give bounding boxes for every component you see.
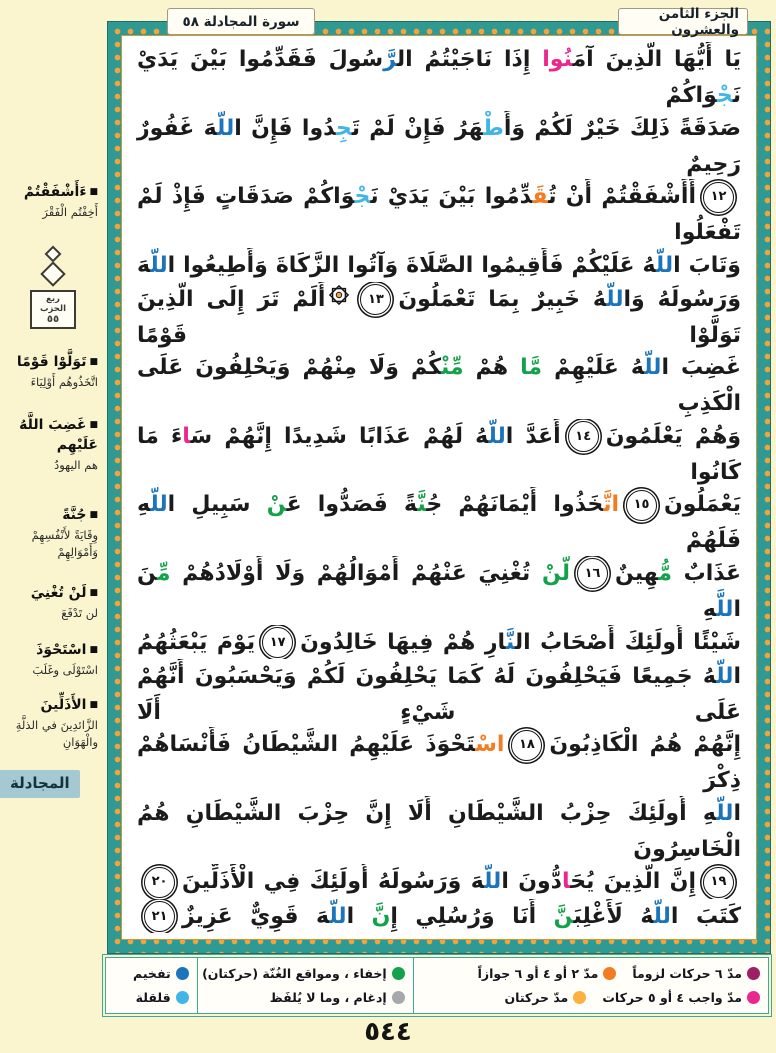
margin-note-term: ■تَوَلَّوْا قَوْمًا <box>16 354 98 370</box>
quran-text-segment: للَّ <box>150 492 168 518</box>
ayah-end-marker: ١٩ <box>703 867 734 898</box>
quran-text-segment: ةً فَصَدُّوا عَ <box>286 492 418 518</box>
legend-item <box>133 966 189 981</box>
quran-text-segment: عَذَابٌ <box>671 560 741 586</box>
ayah-end-marker: ١٦ <box>577 558 608 589</box>
ayah-end-marker: ١٢ <box>703 182 734 213</box>
margin-note <box>2 505 98 561</box>
quran-text-segment: إِنَّهُمْ هُمُ الْكَاذِبُونَ <box>549 732 741 758</box>
quran-text-segment: أَلَمْ تَرَ إِلَى الَّذِينَ تَوَلَّوْا قَوْمًا <box>137 286 741 348</box>
quran-line <box>135 179 743 248</box>
margin-note <box>2 695 98 751</box>
legend-section <box>198 958 414 1013</box>
quran-text-segment: ا <box>182 423 191 449</box>
margin-note-term: ■جُنَّةً <box>62 507 98 523</box>
quran-line <box>135 659 743 728</box>
page-number: ٥٤٤ <box>364 1017 412 1047</box>
quran-text-segment: إِنَّ حِزْبَ الشَّيْطَانِ هُمُ الْخَاسِرُونَ <box>137 800 741 862</box>
hizb-number: ٥٥ <box>46 314 60 325</box>
margin-note <box>2 415 98 474</box>
quran-text-segment: كُمْ وَلَا مِنْهُمْ وَيَحْلِفُونَ عَلَى الْكَذِبِ <box>137 355 741 417</box>
quran-line <box>135 248 743 282</box>
quran-text-segment: سُولَ فَقَدِّمُوا بَيْنَ يَدَيْ نَ <box>137 47 741 108</box>
legend-item <box>270 990 405 1005</box>
quran-text-segment: إِنَّ الَّذِينَ يُحَ <box>570 869 696 895</box>
surah-header-label: سورة المجادلة ٥٨ <box>182 13 300 30</box>
square-bullet-icon: ■ <box>89 420 98 430</box>
square-bullet-icon: ■ <box>89 588 98 598</box>
legend-label: إدغام ، وما لا يُلفَظ <box>269 989 387 1005</box>
quran-text-segment: هُ عَلَيْكُمْ فَأَقِيمُوا الصَّلَاةَ وَآتُوا الزَّكَاةَ وَأَطِيعُوا ا <box>167 252 656 278</box>
ayah-end-marker: ٢١ <box>144 901 175 932</box>
juz-header-cartouche <box>618 5 748 38</box>
quran-text-segment: دِّمُوا بَيْنَ يَدَيْ نَ <box>370 184 533 210</box>
quran-text-area <box>121 35 757 940</box>
quran-text-segment: للَّ <box>653 903 671 929</box>
legend-color-dot-icon <box>747 991 760 1004</box>
quran-text-segment: أَوْلَادُهُمْ <box>170 560 276 586</box>
quran-text-segment: سَبِيلِ ا <box>167 492 267 518</box>
quran-text-segment: نْ <box>266 492 287 518</box>
margin-note-meaning: اتَّخَذُوهُم أَوْلِيَاءَ <box>30 375 98 389</box>
quran-text-segment: ا <box>346 903 372 929</box>
margin-note-term: ■اسْتَحْوَذَ <box>36 642 98 658</box>
margin-notes-column <box>0 0 104 1053</box>
legend-item <box>478 966 617 981</box>
quran-text-segment: للَّ <box>644 355 662 381</box>
quran-text-segment: كَتَبَ ا <box>670 903 742 929</box>
square-bullet-icon: ■ <box>89 700 98 710</box>
quran-text-segment: نَّ <box>417 492 427 518</box>
margin-note-term: ■الأَذَلِّينَ <box>40 697 98 713</box>
quran-line <box>135 42 743 111</box>
quran-text-segment: قَ <box>532 184 549 210</box>
quran-text-segment: اتَّ <box>603 492 620 518</box>
quran-text-segment: هَ غَفُورٌ رَحِيمٌ <box>137 115 741 177</box>
quran-text-segment: ا <box>733 663 741 689</box>
legend-item <box>202 966 405 981</box>
quran-text-segment: هُمْ <box>463 355 521 381</box>
quran-text-segment: مَّا <box>520 355 543 381</box>
quran-text-segment: للَّ <box>217 115 235 141</box>
hizb-quarter-label: ربع الحزب <box>39 294 67 314</box>
quran-text-segment: نُوا <box>542 47 573 72</box>
quran-text-segment: هُ خَبِيرٌ بِمَا تَعْمَلُونَ <box>398 286 607 312</box>
rub-el-hizb-icon <box>328 282 350 318</box>
quran-text-segment: هِ أُولَئِكَ حِزْبُ الشَّيْطَانِ أَلَ <box>407 800 717 826</box>
quran-text-segment: وَاكُمْ <box>665 83 717 108</box>
quran-text-segment: للَّ <box>488 423 506 449</box>
legend-color-dot-icon <box>176 991 189 1004</box>
quran-text-segment: للَّ <box>150 252 168 278</box>
quran-line <box>135 727 743 796</box>
legend-row <box>422 990 760 1005</box>
quran-text-segment: للَّ <box>606 286 624 312</box>
ornamental-frame <box>108 22 770 953</box>
margin-note <box>2 583 98 622</box>
quran-text-segment: خَذُوا أَيْمَانَهُمْ جُ <box>426 492 604 518</box>
margin-note-term: ■غَضِبَ اللَّهُ عَلَيْهِم <box>19 417 98 453</box>
legend-item <box>632 966 760 981</box>
quran-text-segment: ا <box>561 869 571 895</box>
quran-text-segment: دُّونَ ا <box>501 869 562 895</box>
quran-text-segment: يَوْمَ يَبْعَثُهُمُ <box>137 629 256 655</box>
legend-color-dot-icon <box>573 991 586 1004</box>
hizb-quarter-ornament <box>30 248 76 329</box>
quran-text-segment: لَّنْ <box>541 560 571 586</box>
quran-text-segment: وَهُمْ يَعْلَمُونَ <box>605 423 741 449</box>
quran-text-segment: تَحْوَذَ عَلَيْهِمُ الشَّيْطَانُ فَأَنْسَاهُمْ ذِكْرَ <box>137 732 741 794</box>
ayah-end-marker: ٢٠ <box>144 867 175 898</box>
margin-note-meaning: لن تَدْفَعَ <box>61 606 98 620</box>
square-bullet-icon: ■ <box>89 187 98 197</box>
legend-row <box>202 966 405 982</box>
legend-item <box>504 990 586 1005</box>
quran-text-segment: نَ ا <box>137 560 741 622</box>
ayah-end-marker: ١٤ <box>568 421 599 452</box>
quran-text-segment: وَاكُمْ صَدَقَاتٍ فَإِذْ لَمْ تَفْعَلُوا <box>137 184 741 246</box>
ornament-diamond-icon <box>45 246 62 263</box>
quran-text-segment: جِ <box>335 115 352 141</box>
quran-text-segment: يَا أَيُّهَا الَّذِينَ آمَ <box>572 47 741 72</box>
legend-section <box>414 958 768 1013</box>
legend-label: مدّ ٢ أو ٤ أو ٦ جوازاً <box>477 966 599 982</box>
surah-tab: المجادلة <box>0 770 80 798</box>
legend-label: قلقلة <box>135 989 171 1005</box>
quran-line <box>135 487 743 556</box>
square-bullet-icon: ■ <box>89 510 98 520</box>
margin-note <box>2 352 98 391</box>
juz-header-label: الجزء الثامن والعشرون <box>658 5 739 38</box>
ayah-end-marker: ١٧ <box>262 627 293 658</box>
quran-line <box>135 419 743 488</box>
margin-note-meaning: اسْتَوْلَى وغَلَبَ <box>32 663 98 677</box>
quran-text-segment: جْ <box>354 184 371 210</box>
quran-text-segment: رَّ <box>383 47 397 72</box>
legend-row <box>422 966 760 981</box>
margin-note <box>2 182 98 221</box>
quran-text-segment: دُوا فَإِنَّ ا <box>234 115 336 141</box>
quran-text-segment: جْ <box>716 83 733 108</box>
quran-line <box>135 556 743 625</box>
quran-text-segment: وَرَسُولَهُ وَا <box>623 286 742 312</box>
legend-color-dot-icon <box>392 967 405 980</box>
quran-text-segment: مُّ <box>658 560 672 586</box>
square-bullet-icon: ■ <box>89 357 98 367</box>
quran-text-segment: مِّنْ <box>441 355 464 381</box>
margin-note-meaning: الزَّائدِينَ في الذلَّةِ والْهَوَانِ <box>15 718 98 749</box>
quran-text-segment: صَدَقَةً ذَلِكَ خَيْرٌ لَكُمْ وَأَ <box>503 115 741 141</box>
quran-text-segment: للَّ <box>329 903 347 929</box>
quran-text-segment: يَعْمَلُونَ <box>664 492 741 518</box>
quran-text-segment: هِ فَلَهُمْ <box>137 492 741 554</box>
quran-text-segment: هَ <box>137 252 151 278</box>
quran-text-segment: هِ <box>702 596 717 622</box>
legend-row <box>114 990 189 1005</box>
quran-text-segment: للَّ <box>716 596 734 622</box>
tajweed-legend <box>105 957 769 1014</box>
quran-text-segment: للَّ <box>716 800 734 826</box>
legend-item <box>602 990 760 1005</box>
quran-text-segment: أَنَا وَرُسُلِي إِ <box>390 903 554 929</box>
square-bullet-icon: ■ <box>89 645 98 655</box>
legend-label: مدّ حركتان <box>504 989 569 1005</box>
legend-row <box>206 990 405 1005</box>
quran-line <box>135 899 743 933</box>
quran-text-segment: للَّ <box>655 252 674 278</box>
quran-text-segment: هُ جَمِيعًا فَيَحْلِفُونَ لَهُ كَمَا يَحْلِفُونَ لَكُمْ وَيَحْسَبُونَ أَنَّهُمْ عَلَى شَيْءٍ أَلَ <box>137 663 741 725</box>
quran-text-segment: شَيْئًا أُولَئِكَ أَصْحَابُ ال <box>514 629 741 655</box>
quran-text-segment: أَعَدَّ ا <box>505 423 561 449</box>
quran-text-segment: ا <box>733 800 741 826</box>
quran-text-segment: ءَ مَا كَانُوا <box>137 423 741 485</box>
ornament-diamond-icon <box>40 261 65 286</box>
quran-text-segment: طْ <box>483 115 504 141</box>
quran-line <box>135 864 743 898</box>
legend-label: مدّ واجب ٤ أو ٥ حركات <box>602 989 742 1005</box>
hizb-quarter-box <box>30 290 76 329</box>
legend-item <box>136 990 189 1005</box>
legend-section <box>106 958 198 1013</box>
quran-text-segment: نَّ <box>553 903 574 929</box>
margin-note <box>2 640 98 679</box>
margin-note-meaning: أَخِفْتُم الْفَقْرَ <box>42 205 98 219</box>
legend-row <box>114 966 189 981</box>
quran-text-segment: مِّ <box>156 560 171 586</box>
quran-text-segment: هَ وَرَسُولَهُ أُولَئِكَ فِي الْأَذَلِّينَ <box>182 869 485 895</box>
quran-text-segment: إِذَا نَاجَيْتُمُ ال <box>396 47 543 72</box>
quran-text-segment: للَّ <box>716 663 734 689</box>
quran-text-segment: وَتَابَ ا <box>673 252 741 278</box>
quran-text-segment: للَّ <box>484 869 502 895</box>
margin-note-term: ■لَنْ تُغْنِيَ <box>30 585 98 601</box>
quran-line <box>135 350 743 419</box>
quran-text-segment: ارِ هُمْ فِيهَا خَالِدُونَ <box>300 629 506 655</box>
margin-note-term: ■ءَأَشْفَقْتُمْ <box>23 184 98 200</box>
quran-line <box>135 111 743 180</box>
quran-text-segment: هُ لَأَغْلِبَ <box>573 903 654 929</box>
legend-color-dot-icon <box>603 967 616 980</box>
quran-text-segment: نَّ <box>505 629 515 655</box>
quran-line <box>135 282 743 351</box>
legend-label: تفخيم <box>133 966 171 982</box>
quran-text-segment: هُ عَلَيْهِمْ <box>542 355 645 381</box>
legend-color-dot-icon <box>747 967 760 980</box>
legend-label: إخفاء ، ومواقع الغُنّة (حركتان) <box>202 966 387 982</box>
quran-line <box>135 796 743 865</box>
quran-text-segment: اسْ <box>475 732 505 758</box>
surah-header-cartouche <box>167 8 315 35</box>
quran-text-segment: نَّ <box>371 903 391 929</box>
ayah-end-marker: ١٨ <box>511 730 542 761</box>
legend-label: مدّ ٦ حركات لزوماً <box>632 966 742 982</box>
quran-text-segment: هُ لَهُمْ عَذَابًا شَدِيدًا إِنَّهُمْ سَ <box>190 423 489 449</box>
legend-color-dot-icon <box>176 967 189 980</box>
quran-text-segment: غَضِبَ ا <box>661 355 741 381</box>
quran-text-segment: أَأَشْفَقْتُمْ أَنْ تُ <box>548 184 696 210</box>
quran-text-segment: هَ قَوِيٌّ عَزِيزٌ <box>182 903 330 929</box>
quran-text-segment: تُغْنِيَ عَنْهُمْ أَمْوَالُهُمْ وَلَ <box>275 560 542 586</box>
quran-text-segment: هَرُ فَإِنْ لَمْ تَ <box>351 115 484 141</box>
quran-text-segment: هِينٌ <box>615 560 659 586</box>
ayah-end-marker: ١٣ <box>360 284 391 315</box>
margin-note-meaning: هم اليهودُ <box>54 458 98 472</box>
ayah-end-marker: ١٥ <box>626 490 657 521</box>
quran-line <box>135 625 743 659</box>
legend-color-dot-icon <box>392 991 405 1004</box>
margin-note-meaning: وِقَايَةً لأَنْفُسِهِمْ وَأَمْوَالِهِمْ <box>31 528 98 559</box>
